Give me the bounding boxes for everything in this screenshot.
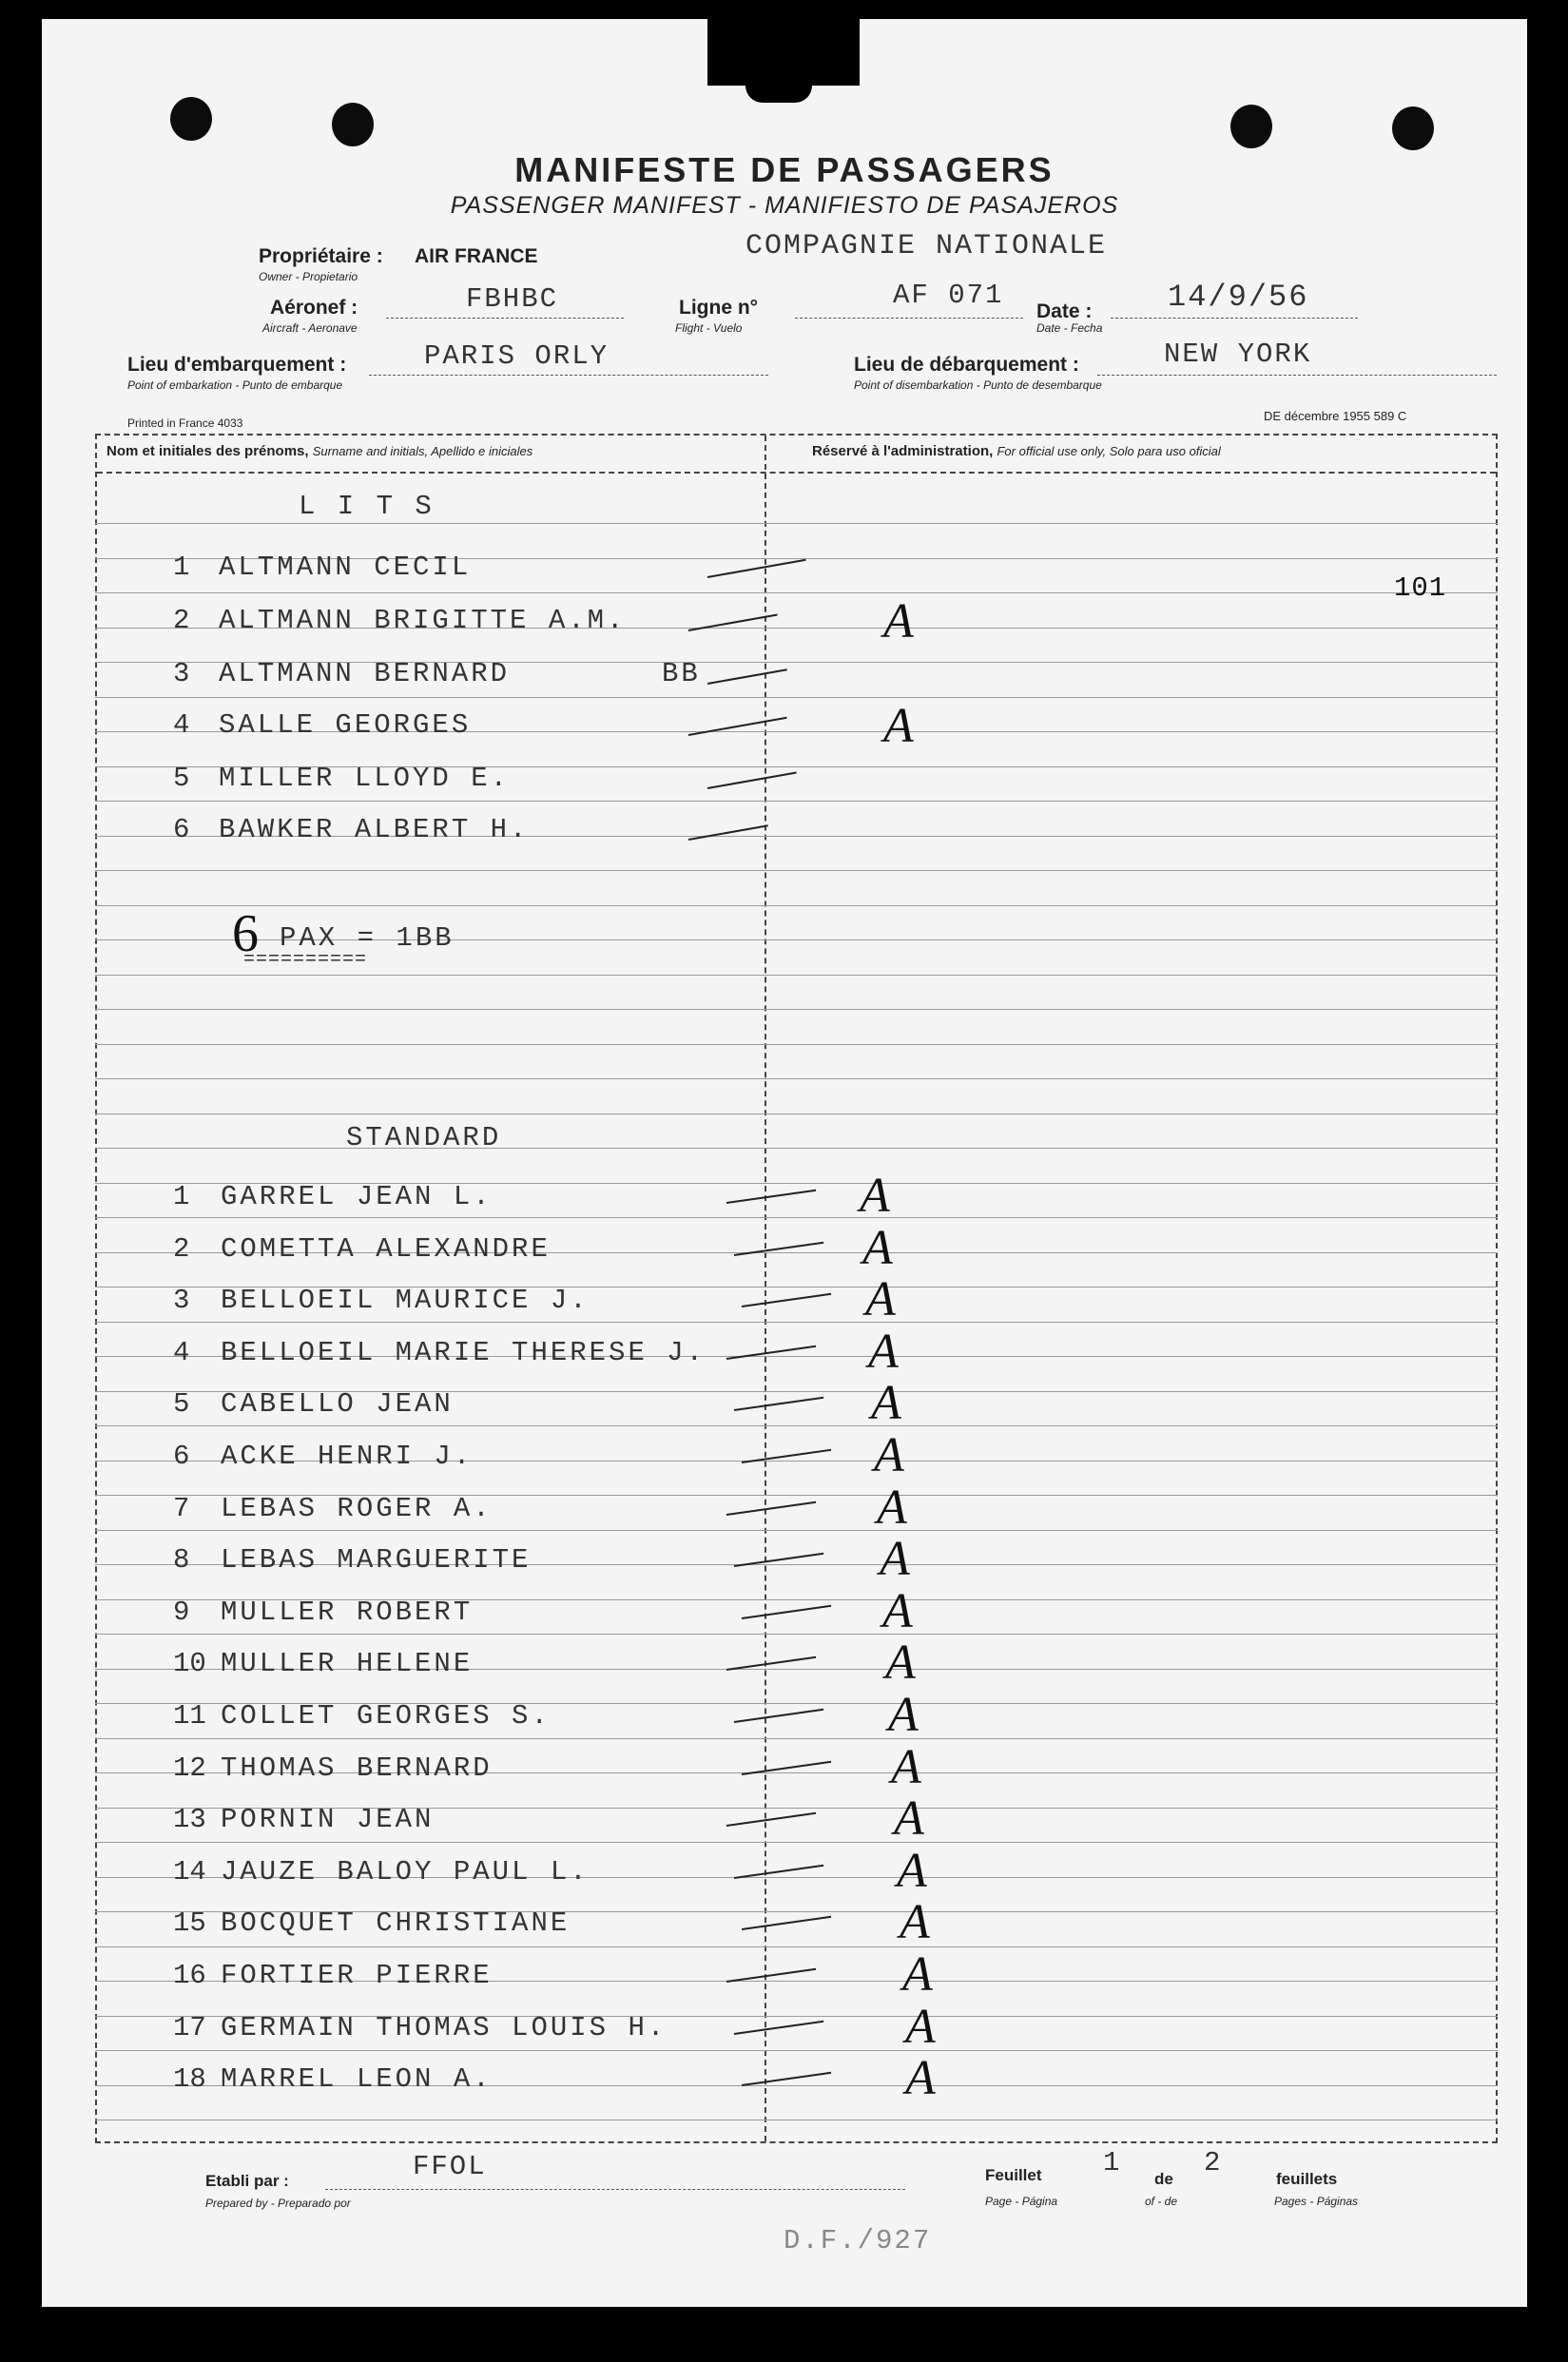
aircraft-label: Aéronef : [270, 297, 358, 319]
passenger-number: 7 [173, 1492, 190, 1524]
row-rule [95, 975, 1498, 976]
row-rule [95, 1425, 1498, 1426]
row-rule [95, 592, 1498, 593]
admin-mark: A [883, 594, 914, 649]
pax-text: PAX = 1BB [280, 922, 455, 954]
embark-line [369, 375, 768, 376]
passenger-name: COMETTA ALEXANDRE [221, 1232, 551, 1265]
flight-value: AF 071 [893, 280, 1004, 311]
admin-mark: A [868, 1324, 899, 1379]
owner-label: Propriétaire : [259, 245, 383, 267]
passenger-name: ACKE HENRI J. [221, 1441, 474, 1472]
prepared-line [325, 2189, 905, 2190]
passenger-name: ALTMANN CECIL [219, 552, 472, 583]
admin-mark: A [905, 2051, 936, 2106]
passenger-number: 8 [173, 1544, 190, 1577]
passenger-number: 10 [173, 1648, 206, 1680]
prepared-value: FFOL [413, 2151, 487, 2182]
passenger-number: 5 [173, 763, 190, 794]
printed-note: Printed in France 4033 [127, 416, 243, 430]
admin-mark: A [877, 1480, 907, 1535]
of-label: de [1154, 2170, 1173, 2188]
row-rule [95, 905, 1498, 906]
note-101: 101 [1394, 572, 1447, 604]
form-code: DE décembre 1955 589 C [1264, 409, 1407, 423]
passenger-number: 16 [173, 1960, 206, 1991]
owner-value: AIR FRANCE [415, 245, 538, 267]
prepared-label: Etabli par : [205, 2172, 289, 2190]
embark-sub: Point of embarkation - Punto de embarque [127, 378, 343, 392]
admin-mark: A [894, 1791, 924, 1847]
passenger-name: MARREL LEON A. [221, 2063, 493, 2096]
passenger-number: 3 [173, 1285, 190, 1317]
admin-mark: A [905, 1999, 936, 2054]
embark-value: PARIS ORLY [424, 340, 610, 372]
row-rule [95, 801, 1498, 802]
flight-label: Ligne n° [679, 297, 759, 319]
binder-tab [707, 19, 860, 86]
pages-sub: Pages - Páginas [1274, 2195, 1359, 2208]
passenger-suffix: BB [662, 658, 701, 689]
passenger-name: BELLOEIL MAURICE J. [221, 1285, 590, 1317]
passenger-name: BOCQUET CHRISTIANE [221, 1907, 571, 1940]
row-rule [95, 523, 1498, 524]
passenger-number: 6 [173, 1441, 190, 1472]
admin-mark: A [885, 1636, 916, 1691]
admin-mark: A [862, 1220, 893, 1275]
owner-sub: Owner - Propietario [259, 270, 358, 283]
passenger-name: ALTMANN BRIGITTE A.M. [219, 605, 627, 636]
admin-mark: A [860, 1169, 890, 1223]
punch-hole-icon [1392, 106, 1434, 150]
disembark-value: NEW YORK [1164, 339, 1312, 370]
passenger-name: BAWKER ALBERT H. [219, 814, 530, 845]
passenger-number: 4 [173, 709, 190, 741]
passenger-name: BELLOEIL MARIE THERESE J. [221, 1336, 707, 1368]
passenger-name: CABELLO JEAN [221, 1388, 454, 1421]
row-rule [95, 1634, 1498, 1635]
company-value: COMPAGNIE NATIONALE [745, 230, 1108, 262]
passenger-number: 5 [173, 1388, 190, 1421]
passenger-name: FORTIER PIERRE [221, 1960, 493, 1991]
passenger-number: 3 [173, 658, 190, 689]
admin-mark: A [871, 1376, 901, 1431]
date-line [1111, 318, 1358, 319]
row-rule [95, 1148, 1498, 1149]
row-rule [95, 1044, 1498, 1045]
passenger-number: 2 [173, 605, 190, 636]
passenger-name: JAUZE BALOY PAUL L. [221, 1855, 590, 1888]
disembark-sub: Point of disembarkation - Punto de desembarque [854, 378, 1102, 392]
passenger-number: 1 [173, 552, 190, 583]
admin-mark: A [888, 1688, 919, 1742]
passenger-name: MULLER ROBERT [221, 1596, 474, 1628]
passenger-name: PORNIN JEAN [221, 1804, 435, 1836]
admin-mark: A [900, 1895, 930, 1950]
passenger-name: COLLET GEORGES S. [221, 1700, 551, 1732]
passenger-number: 6 [173, 814, 190, 845]
row-rule [95, 1078, 1498, 1079]
sheet-num: 1 [1103, 2147, 1122, 2178]
row-rule [95, 1113, 1498, 1114]
row-rule [95, 1946, 1498, 1947]
col1-header: Nom et initiales des prénoms, Surname and initials, Apellido e iniciales [106, 443, 533, 459]
passenger-number: 13 [173, 1804, 206, 1836]
punch-hole-icon [1230, 105, 1272, 148]
passenger-name: THOMAS BERNARD [221, 1752, 493, 1784]
passenger-number: 14 [173, 1855, 206, 1888]
sheet-label: Feuillet [985, 2166, 1042, 2184]
col2-header: Réservé à l'administration, For official use only, Solo para uso oficial [812, 443, 1221, 459]
aircraft-sub: Aircraft - Aeronave [262, 321, 358, 335]
form-title: MANIFESTE DE PASSAGERS [514, 150, 1055, 189]
date-value: 14/9/56 [1168, 280, 1309, 315]
admin-mark: A [880, 1532, 910, 1587]
row-rule [95, 1738, 1498, 1739]
page-sub: Page - Página [985, 2195, 1058, 2208]
column-separator [765, 436, 766, 2141]
punch-hole-icon [170, 97, 212, 141]
pax-rule: ========== [243, 949, 368, 971]
row-rule [95, 1322, 1498, 1323]
manifest-sheet [42, 19, 1527, 2307]
punch-hole-icon [332, 103, 374, 146]
passenger-number: 4 [173, 1336, 190, 1368]
disembark-label: Lieu de débarquement : [854, 354, 1079, 376]
prepared-sub: Prepared by - Preparado por [205, 2197, 351, 2210]
passenger-number: 12 [173, 1752, 206, 1784]
admin-mark: A [865, 1272, 896, 1327]
passenger-number: 11 [173, 1700, 206, 1732]
passenger-name: MILLER LLOYD E. [219, 763, 511, 794]
passenger-name: GARREL JEAN L. [221, 1181, 493, 1212]
header-separator [97, 472, 1496, 474]
aircraft-line [386, 318, 624, 319]
passenger-number: 15 [173, 1907, 206, 1940]
admin-mark: A [883, 699, 914, 753]
passenger-name: GERMAIN THOMAS LOUIS H. [221, 2011, 668, 2043]
embark-label: Lieu d'embarquement : [127, 354, 347, 376]
binder-notch [745, 86, 812, 103]
section-lits: L I T S [299, 491, 435, 522]
passenger-number: 9 [173, 1596, 190, 1628]
row-rule [95, 2050, 1498, 2051]
passenger-number: 17 [173, 2011, 206, 2043]
sheets-label: feuillets [1276, 2170, 1338, 2188]
passenger-name: ALTMANN BERNARD [219, 658, 511, 689]
passenger-number: 2 [173, 1232, 190, 1265]
admin-mark: A [897, 1843, 927, 1898]
row-rule [95, 697, 1498, 698]
passenger-name: MULLER HELENE [221, 1648, 474, 1680]
admin-mark: A [891, 1739, 921, 1794]
disembark-line [1097, 375, 1497, 376]
admin-mark: A [874, 1428, 904, 1482]
row-rule [95, 1530, 1498, 1531]
passenger-name: LEBAS MARGUERITE [221, 1544, 532, 1577]
pax-count: 6 [232, 904, 259, 963]
of-sub: of - de [1145, 2195, 1178, 2208]
admin-mark: A [902, 1947, 933, 2002]
stamp-number: D.F./927 [784, 2225, 932, 2256]
passenger-name: LEBAS ROGER A. [221, 1492, 493, 1524]
passenger-number: 1 [173, 1181, 190, 1212]
row-rule [95, 1842, 1498, 1843]
passenger-number: 18 [173, 2063, 206, 2096]
flight-sub: Flight - Vuelo [675, 321, 743, 335]
flight-line [795, 318, 1023, 319]
row-rule [95, 1009, 1498, 1010]
passenger-name: SALLE GEORGES [219, 709, 472, 741]
admin-mark: A [882, 1583, 913, 1638]
row-rule [95, 1217, 1498, 1218]
section-standard: STANDARD [346, 1122, 502, 1153]
row-rule [95, 870, 1498, 871]
form-subtitle: PASSENGER MANIFEST - MANIFIESTO DE PASAJEROS [450, 192, 1119, 219]
date-sub: Date - Fecha [1036, 321, 1103, 335]
aircraft-value: FBHBC [466, 283, 559, 315]
sheet-total: 2 [1204, 2147, 1223, 2178]
date-label: Date : [1036, 300, 1093, 322]
